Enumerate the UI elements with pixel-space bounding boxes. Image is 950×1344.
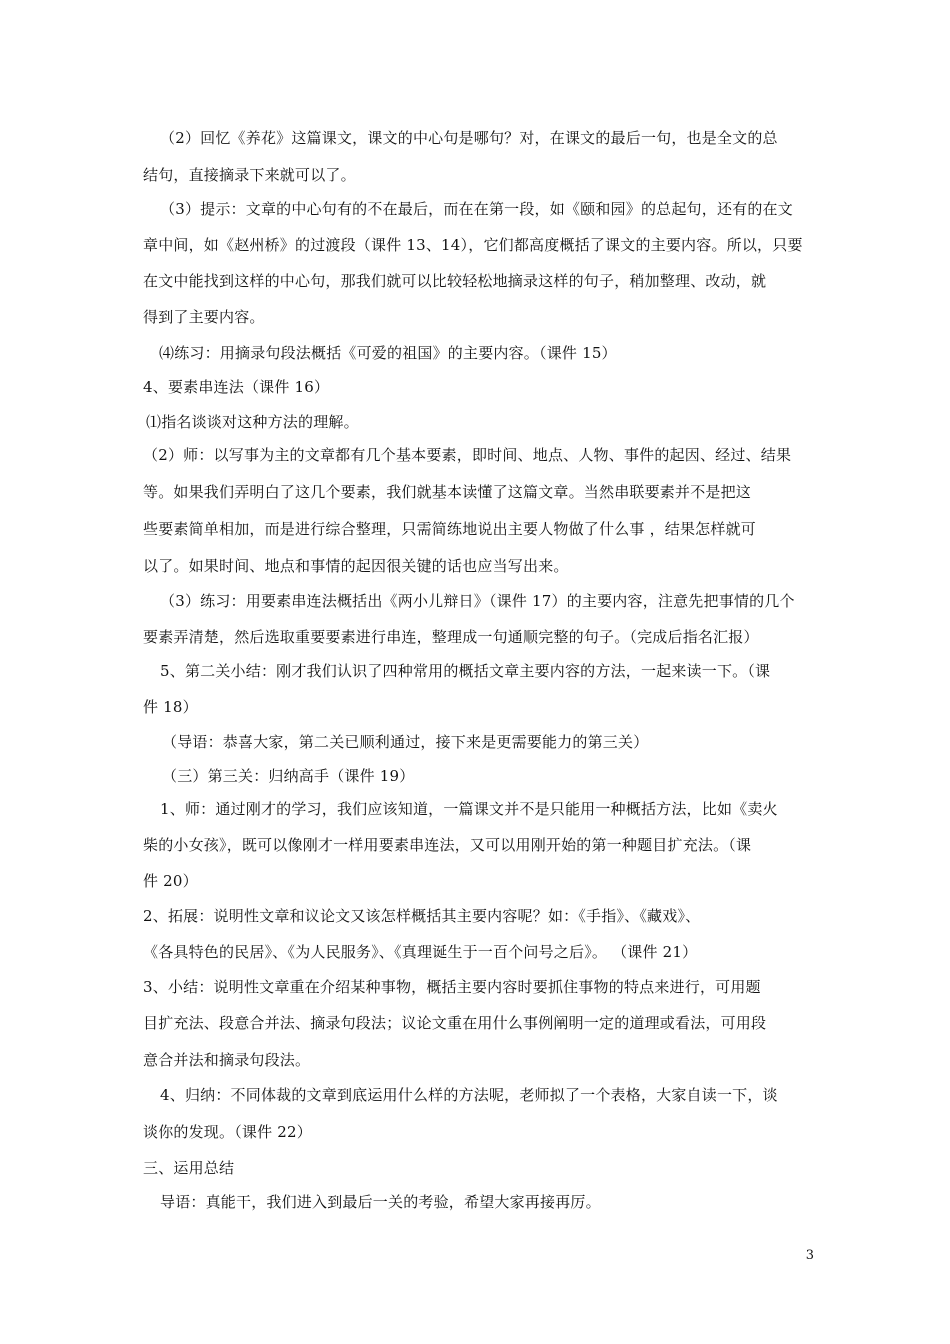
paragraph-line: （3）提示：文章的中心句有的不在最后，而在在第一段，如《颐和园》的总起句，还有的在文 xyxy=(160,200,793,218)
paragraph-line: 柴的小女孩》，既可以像刚才一样用要素串连法，又可以用刚开始的第一种题目扩充法。（课 xyxy=(143,836,752,854)
paragraph-line: 件 18） xyxy=(143,698,198,716)
paragraph-line: 意合并法和摘录句段法。 xyxy=(143,1051,311,1069)
paragraph-line: 等。如果我们弄明白了这几个要素，我们就基本读懂了这篇文章。当然串联要素并不是把这 xyxy=(143,483,752,501)
paragraph-line: 要素弄清楚，然后选取重要要素进行串连，整理成一句通顺完整的句子。（完成后指名汇报） xyxy=(143,628,759,646)
paragraph-line: 件 20） xyxy=(143,872,198,890)
paragraph-line: 目扩充法、段意合并法、摘录句段法；议论文重在用什么事例阐明一定的道理或看法，可用段 xyxy=(143,1014,767,1032)
paragraph-line: 导语：真能干，我们进入到最后一关的考验，希望大家再接再厉。 xyxy=(160,1193,601,1211)
paragraph-line: （导语：恭喜大家，第二关已顺利通过，接下来是更需要能力的第三关） xyxy=(162,733,649,751)
paragraph-line: 结句，直接摘录下来就可以了。 xyxy=(143,166,356,184)
page-number: 3 xyxy=(805,1248,814,1263)
paragraph-line: 谈你的发现。（课件 22） xyxy=(143,1123,312,1141)
paragraph-line: 1、师：通过刚才的学习，我们应该知道，一篇课文并不是只能用一种概括方法，比如《卖火 xyxy=(160,800,778,818)
paragraph-line: （3）练习：用要素串连法概括出《两小儿辩日》（课件 17）的主要内容，注意先把事情的几个 xyxy=(160,592,795,610)
paragraph-line: 3、小结：说明性文章重在介绍某种事物，概括主要内容时要抓住事物的特点来进行，可用题 xyxy=(143,978,761,996)
paragraph-line: 得到了主要内容。 xyxy=(143,308,265,326)
paragraph-line: 2、拓展：说明性文章和议论文又该怎样概括其主要内容呢？如：《手指》、《藏戏》、 xyxy=(143,907,701,925)
paragraph-line: （2）师：以写事为主的文章都有几个基本要素，即时间、地点、人物、事件的起因、经过、结果 xyxy=(143,446,792,464)
section-heading: （三）第三关：归纳高手（课件 19） xyxy=(162,767,415,785)
paragraph-line: 章中间，如《赵州桥》的过渡段（课件 13、14），它们都高度概括了课文的主要内容。所以，只要 xyxy=(143,236,803,254)
section-heading: 三、运用总结 xyxy=(143,1159,235,1177)
paragraph-line: 4、归纳：不同体裁的文章到底运用什么样的方法呢，老师拟了一个表格，大家自读一下，谈 xyxy=(160,1086,778,1104)
paragraph-line: ⑷练习：用摘录句段法概括《可爱的祖国》的主要内容。（课件 15） xyxy=(159,344,617,362)
paragraph-line: 以了。如果时间、地点和事情的起因很关键的话也应当写出来。 xyxy=(143,557,569,575)
paragraph-line: 在文中能找到这样的中心句，那我们就可以比较轻松地摘录这样的句子，稍加整理、改动，就 xyxy=(143,272,767,290)
paragraph-line: ⑴指名谈谈对这种方法的理解。 xyxy=(146,413,359,431)
paragraph-line: （2）回忆《养花》这篇课文，课文的中心句是哪句？对，在课文的最后一句，也是全文的总 xyxy=(160,129,778,147)
section-heading: 4、要素串连法（课件 16） xyxy=(143,378,330,396)
paragraph-line: 《各具特色的民居》、《为人民服务》、《真理诞生于一百个问号之后》。 （课件 21） xyxy=(143,943,698,961)
paragraph-line: 些要素简单相加，而是进行综合整理，只需简练地说出主要人物做了什么事 ，结果怎样就可 xyxy=(143,520,756,538)
paragraph-line: 5、第二关小结：刚才我们认识了四种常用的概括文章主要内容的方法，一起来读一下。（课 xyxy=(160,662,771,680)
